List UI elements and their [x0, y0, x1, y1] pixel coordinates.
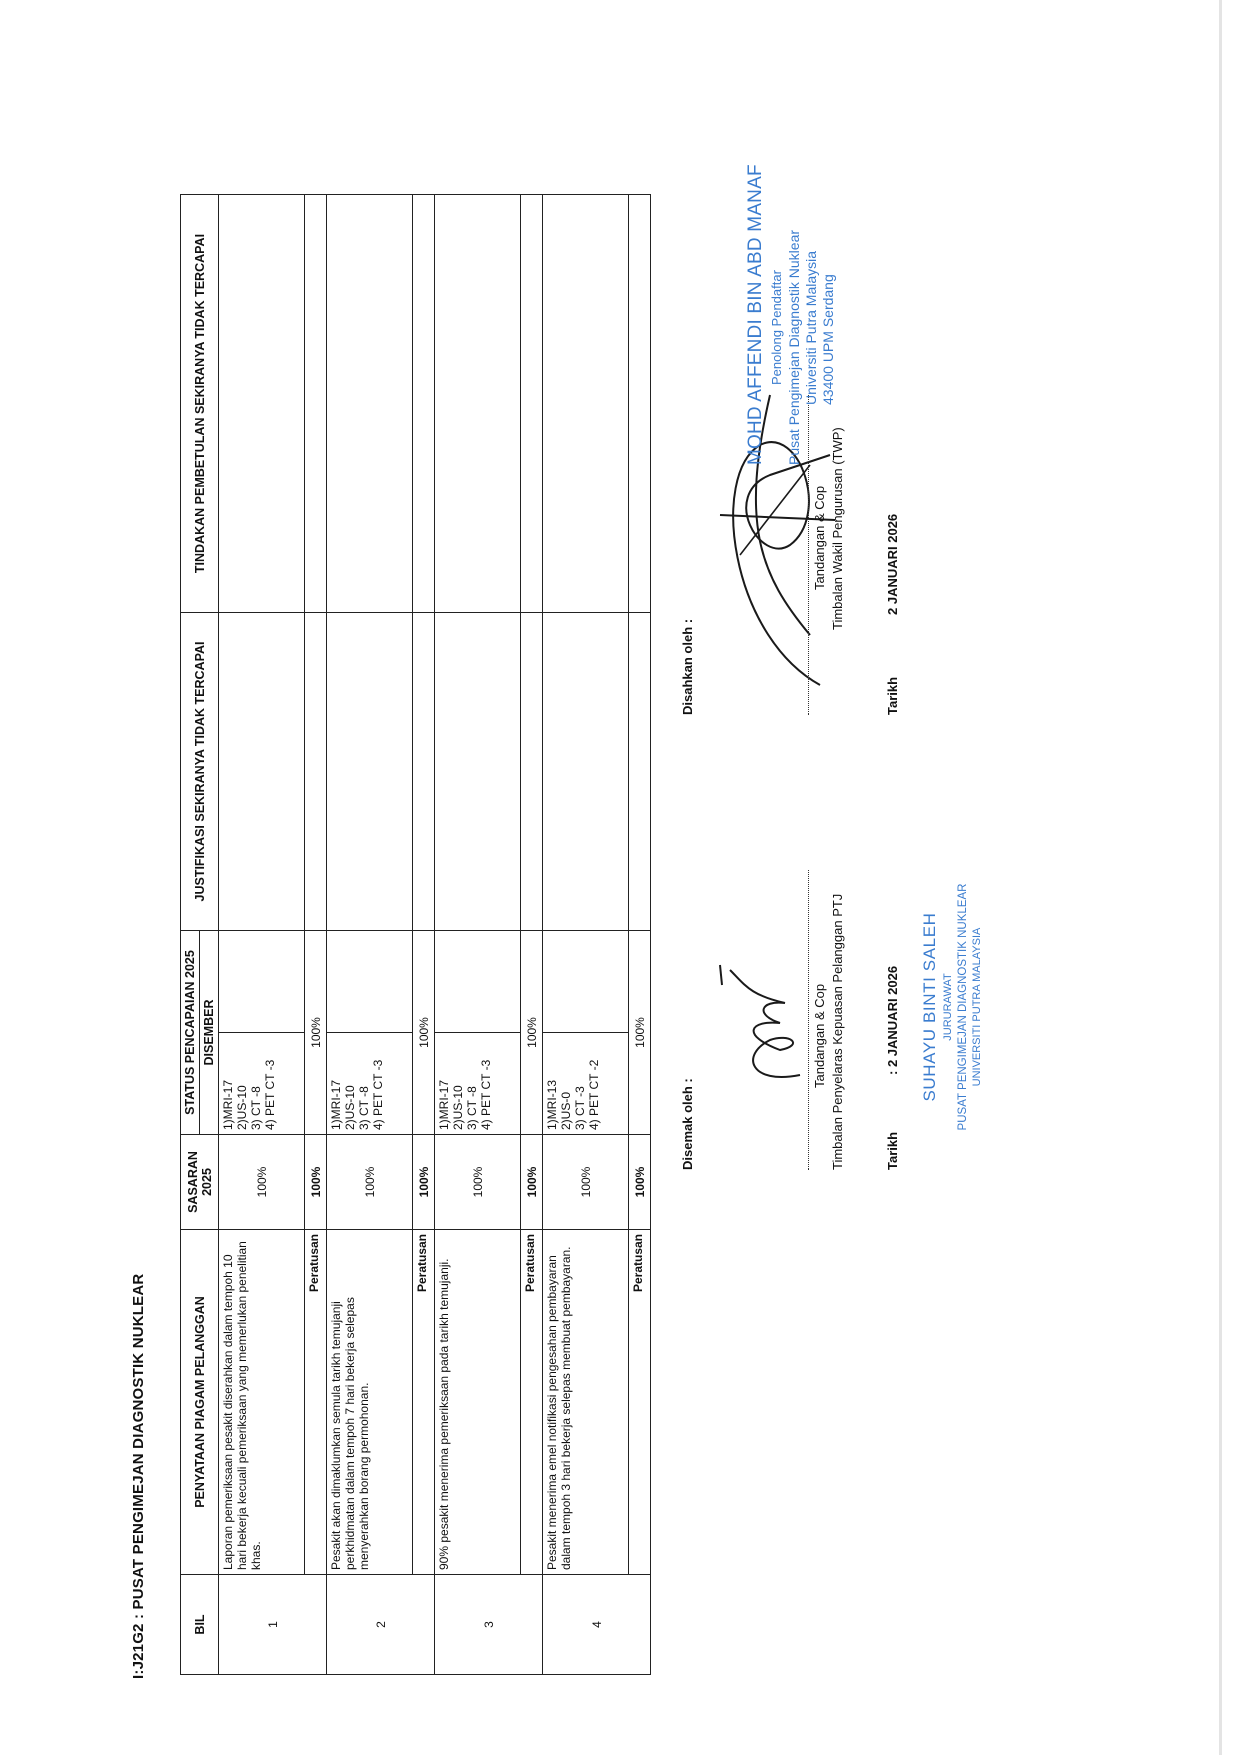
- right-stamp-name: MOHD AFFENDI BIN ABD MANAF: [745, 164, 766, 465]
- right-sign-label: Tandangan & Cop: [812, 485, 827, 590]
- right-date-label: Tarikh: [885, 676, 900, 715]
- left-stamp-title: JURURAWAT: [942, 973, 954, 1041]
- peratusan-action: [629, 195, 651, 613]
- peratusan-action: [305, 195, 327, 613]
- peratusan-status: 100%: [305, 931, 327, 1135]
- right-stamp-org2: Universiti Putra Malaysia: [803, 250, 819, 405]
- left-signature: [710, 955, 820, 1095]
- disahkan-heading: Disahkan oleh :: [680, 618, 695, 715]
- row-status: 1)MRI-17 2)US-10 3) CT -8 4) PET CT -3: [435, 1033, 521, 1135]
- row-target: 100%: [327, 1135, 413, 1230]
- row-number: 2: [327, 1575, 435, 1675]
- right-stamp: [745, 164, 836, 465]
- row-action: [435, 195, 521, 613]
- table-row: [327, 195, 413, 1675]
- header-bil: BIL: [181, 1575, 219, 1675]
- peratusan-status: 100%: [413, 931, 435, 1135]
- right-sign-role: Timbalan Wakil Pengurusan (TWP): [830, 427, 845, 630]
- left-sign-role: Timbalan Penyelaras Kepuasan Pelanggan PTJ: [830, 893, 845, 1170]
- peratusan-target: 100%: [413, 1135, 435, 1230]
- row-status: 1)MRI-17 2)US-10 3) CT -8 4) PET CT -3: [219, 1033, 305, 1135]
- peratusan-justification: [629, 613, 651, 931]
- row-justification: [327, 613, 413, 931]
- table-row: [543, 195, 629, 1675]
- peratusan-target: 100%: [305, 1135, 327, 1230]
- header-tindakan: TINDAKAN PEMBETULAN SEKIRANYA TIDAK TERCAPAI: [181, 195, 219, 613]
- row-number: 4: [543, 1575, 651, 1675]
- peratusan-justification: [305, 613, 327, 931]
- row-number: 1: [219, 1575, 327, 1675]
- row-justification: [435, 613, 521, 931]
- row-target: 100%: [219, 1135, 305, 1230]
- charter-table: [180, 194, 651, 1675]
- peratusan-label: Peratusan: [413, 1230, 435, 1575]
- header-justifikasi: JUSTIFIKASI SEKIRANYA TIDAK TERCAPAI: [181, 613, 219, 931]
- row-target: 100%: [543, 1135, 629, 1230]
- peratusan-label: Peratusan: [521, 1230, 543, 1575]
- left-sign-line: [808, 870, 809, 1170]
- row-status-empty: [543, 931, 629, 1033]
- header-disember: DISEMBER: [200, 931, 219, 1135]
- peratusan-action: [413, 195, 435, 613]
- disemak-heading: Disemak oleh :: [680, 1078, 695, 1170]
- peratusan-target: 100%: [629, 1135, 651, 1230]
- row-number: 3: [435, 1575, 543, 1675]
- row-justification: [543, 613, 629, 931]
- peratusan-justification: [521, 613, 543, 931]
- row-status-empty: [219, 931, 305, 1033]
- left-date-value: : 2 JANUARI 2026: [885, 965, 900, 1075]
- left-sign-label: Tandangan & Cop: [812, 983, 827, 1088]
- table-row: [219, 195, 305, 1675]
- peratusan-status: 100%: [521, 931, 543, 1135]
- row-status: 1)MRI-17 2)US-10 3) CT -8 4) PET CT -3: [327, 1033, 413, 1135]
- peratusan-row: [413, 195, 435, 1675]
- header-sasaran: SASARAN 2025: [181, 1135, 219, 1230]
- left-stamp-name: SUHAYU BINTI SALEH: [920, 912, 939, 1102]
- right-stamp-title: Penolong Pendaftar: [769, 270, 784, 385]
- right-stamp-org1: Pusat Pengimejan Diagnostik Nuklear: [786, 229, 802, 465]
- left-date-label: Tarikh: [885, 1131, 900, 1170]
- peratusan-target: 100%: [521, 1135, 543, 1230]
- row-action: [219, 195, 305, 613]
- peratusan-row: [629, 195, 651, 1675]
- table-row: [435, 195, 521, 1675]
- left-stamp: [920, 857, 983, 1157]
- row-status: 1)MRI-13 2)US-0 3) CT -3 4) PET CT -2: [543, 1033, 629, 1135]
- row-statement: Laporan pemeriksaan pesakit diserahkan dalam tempoh 10 hari bekerja kecuali pemeriksaan yang memerlukan penelitian khas.: [219, 1230, 305, 1575]
- peratusan-label: Peratusan: [629, 1230, 651, 1575]
- row-action: [543, 195, 629, 613]
- peratusan-label: Peratusan: [305, 1230, 327, 1575]
- peratusan-row: [305, 195, 327, 1675]
- row-action: [327, 195, 413, 613]
- peratusan-row: [521, 195, 543, 1675]
- left-stamp-org2: UNIVERSITI PUTRA MALAYSIA: [971, 927, 983, 1087]
- row-target: 100%: [435, 1135, 521, 1230]
- document-title: I:J21G2 : PUSAT PENGIMEJAN DIAGNOSTIK NUKLEAR: [130, 1273, 147, 1679]
- row-status-empty: [327, 931, 413, 1033]
- left-stamp-org1: PUSAT PENGIMEJAN DIAGNOSTIK NUKLEAR: [957, 883, 969, 1131]
- row-status-empty: [435, 931, 521, 1033]
- right-stamp-org3: 43400 UPM Serdang: [820, 274, 836, 405]
- row-statement: Pesakit akan dimaklumkan semula tarikh temujanji perkhidmatan dalam tempoh 7 hari bekerja selepas menyerahkan borang permohonan.: [327, 1230, 413, 1575]
- header-status: STATUS PENCAPAIAN 2025: [181, 931, 200, 1135]
- right-date-value: 2 JANUARI 2026: [885, 513, 900, 615]
- row-justification: [219, 613, 305, 931]
- peratusan-justification: [413, 613, 435, 931]
- row-statement: 90% pesakit menerima pemeriksaan pada tarikh temujanji.: [435, 1230, 521, 1575]
- header-penyataan: PENYATAAN PIAGAM PELANGGAN: [181, 1230, 219, 1575]
- row-statement: Pesakit menerima emel notifikasi pengesahan pembayaran dalam tempoh 3 hari bekerja selepas membuat pembayaran.: [543, 1230, 629, 1575]
- peratusan-action: [521, 195, 543, 613]
- peratusan-status: 100%: [629, 931, 651, 1135]
